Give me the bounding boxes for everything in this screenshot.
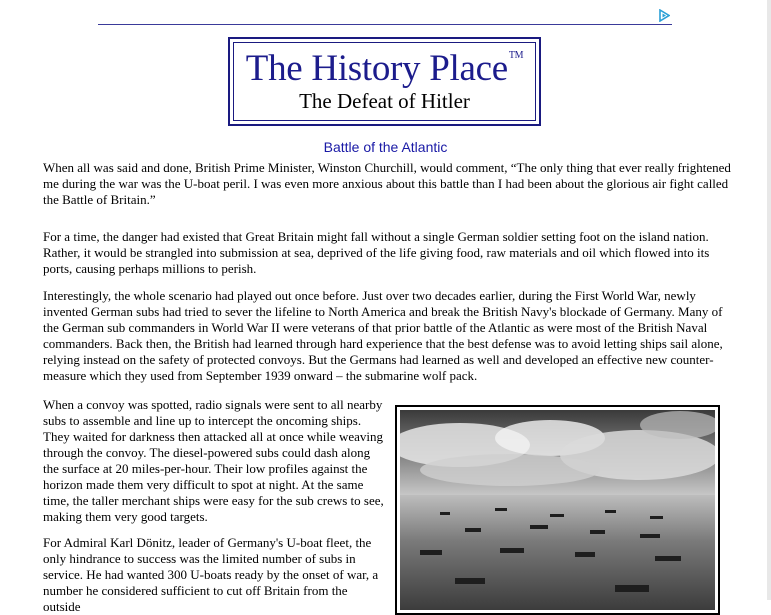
ad-banner[interactable] [98, 8, 672, 25]
paragraph-1: When all was said and done, British Prime Minister, Winston Churchill, would comment, “The only thing that ever really frightened me during the war was the U-boat peril. I was even more anxious about this battle than I had been about the glorious air fight called the Battle of Britain.” [43, 160, 731, 207]
scrollbar-track[interactable] [767, 0, 771, 600]
adchoices-icon[interactable] [658, 9, 670, 22]
paragraph-4: When a convoy was spotted, radio signals were sent to all nearby subs to assemble and line up to intercept the oncoming ships. They waited for darkness then attacked all at once while weaving through the convoy. The diesel-powered subs could dash along the surface at 20 miles-per-hour. Their low profiles against the horizon made them very difficult to spot at night. At the same time, the taller merchant ships were easy for the sub crews to see, making them very good targets. [43, 397, 384, 524]
convoy-photo-image [400, 410, 715, 610]
paragraph-2: For a time, the danger had existed that Great Britain might fall without a single German soldier setting foot on the island nation. Rather, it would be strangled into submission at sea, deprived of the life giving food, raw materials and oil which flowed into its ports, causing perhaps millions to perish. [43, 229, 710, 276]
convoy-photo [395, 405, 720, 615]
page-heading: Battle of the Atlantic [323, 139, 448, 155]
logo-title: The History Place™ [245, 48, 524, 89]
trademark-mark: TM [508, 50, 524, 61]
paragraph-5: For Admiral Karl Dönitz, leader of Germany's U-boat fleet, the only hindrance to success was the limited number of subs in service. He had wanted 300 U-boats ready by the onset of war, a number he considered sufficient to cut off Britain from the outside [43, 535, 379, 614]
site-logo[interactable] [228, 37, 541, 126]
paragraph-3: Interestingly, the whole scenario had played out once before. Just over two decades earlier, during the First World War, newly invented German subs had tried to sever the lifeline to North America and break the British Navy's blockade of Germany. Many of the German sub commanders in World War II were veterans of that prior battle of the Atlantic as were most of the British Naval commanders. Back then, the British had learned through hard experience that the best defense was to avoid letting ships sail alone, relying instead on the safety of protected convoys. But the Germans had learned as well and developed an effective new counter-measure which they used from September 1939 onward – the submarine wolf pack. [43, 288, 723, 383]
logo-subtitle: The Defeat of Hitler [299, 89, 470, 113]
